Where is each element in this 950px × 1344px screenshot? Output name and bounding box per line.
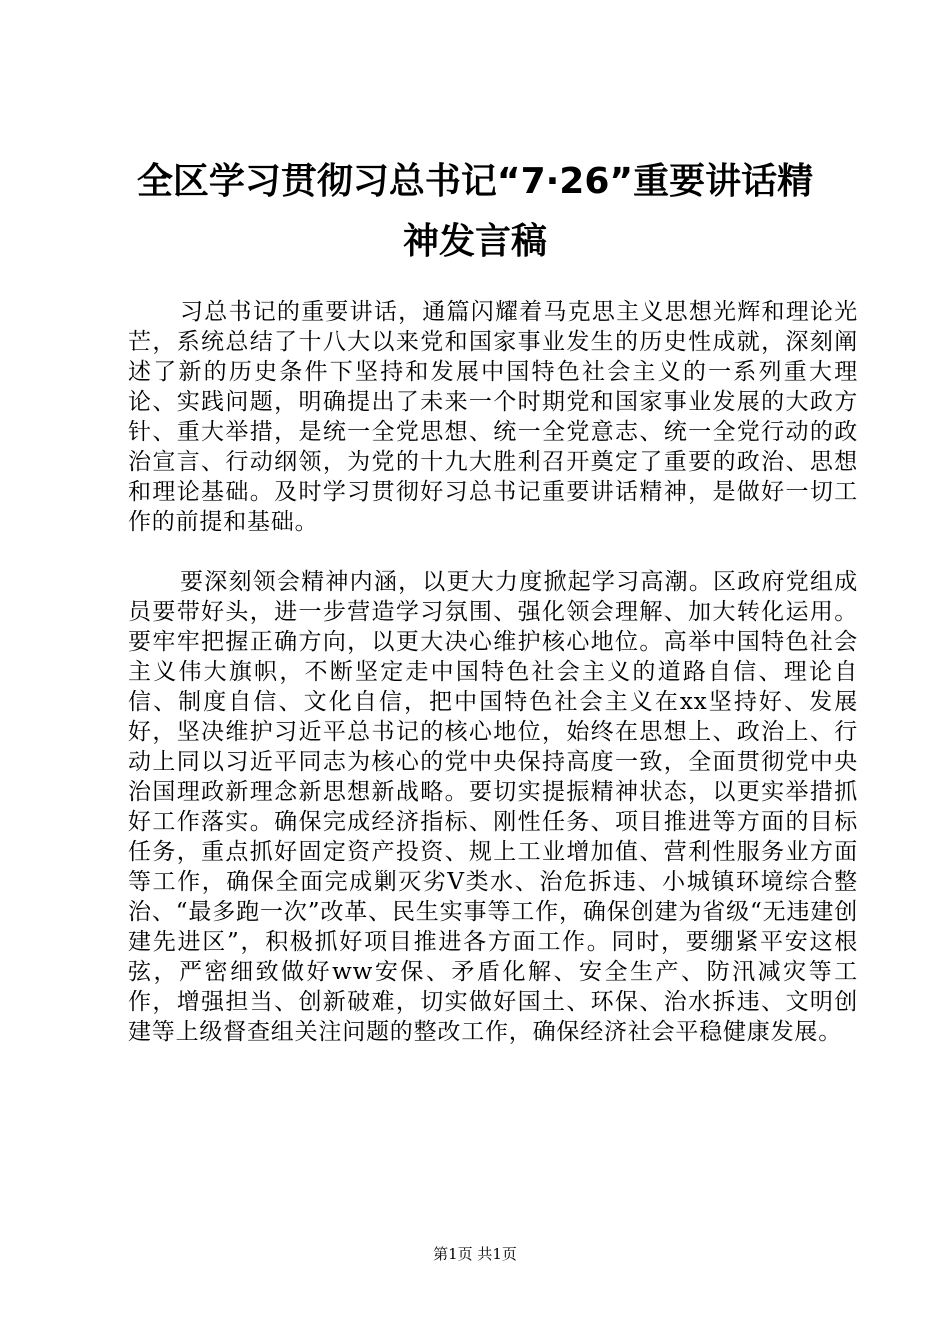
page-number-footer: 第1页 共1页 [433,1245,517,1263]
document-title-line-2: 神发言稿 [402,221,547,262]
body-paragraph-1: 习总书记的重要讲话，通篇闪耀着马克思主义思想光辉和理论光芒，系统总结了十八大以来党和国家事业发生的历史性成就，深刻阐述了新的历史条件下坚持和发展中国特色社会主义的一系列重大理论、实践问题，明确提出了未来一个时期党和国家事业发展的大政方针、重大举措，是统一全党思想、统一全党意志、统一全党行动的政治宣言、行动纲领，为党的十九大胜利召开奠定了重要的政治、思想和理论基础。及时学习贯彻好习总书记重要讲话精神，是做好一切工作的前提和基础。 [128,299,858,535]
document-title-line-1: 全区学习贯彻习总书记“7·26”重要讲话精 [136,161,814,202]
body-paragraph-2: 要深刻领会精神内涵，以更大力度掀起学习高潮。区政府党组成员要带好头，进一步营造学习氛围、强化领会理解、加大转化运用。要牢牢把握正确方向，以更大决心维护核心地位。高举中国特色社会主义伟大旗帜，不断坚定走中国特色社会主义的道路自信、理论自信、制度自信、文化自信，把中国特色社会主义在xx坚持好、发展好，坚决维护习近平总书记的核心地位，始终在思想上、政治上、行动上同以习近平同志为核心的党中央保持高度一致，全面贯彻党中央治国理政新理念新思想新战略。要切实提振精神状态，以更实举措抓好工作落实。确保完成经济指标、刚性任务、项目推进等方面的目标任务，重点抓好固定资产投资、规上工业增加值、营利性服务业方面等工作，确保全面完成剿灭劣Ⅴ类水、治危拆违、小城镇环境综合整治、“最多跑一次”改革、民生实事等工作，确保创建为省级“无违建创建先进区”，积极抓好项目推进各方面工作。同时，要绷紧平安这根弦，严密细致做好ww安保、矛盾化解、安全生产、防汛减灾等工作，增强担当、创新破难，切实做好国土、环保、治水拆违、文明创建等上级督查组关注问题的整改工作，确保经济社会平稳健康发展。 [128,569,858,1045]
